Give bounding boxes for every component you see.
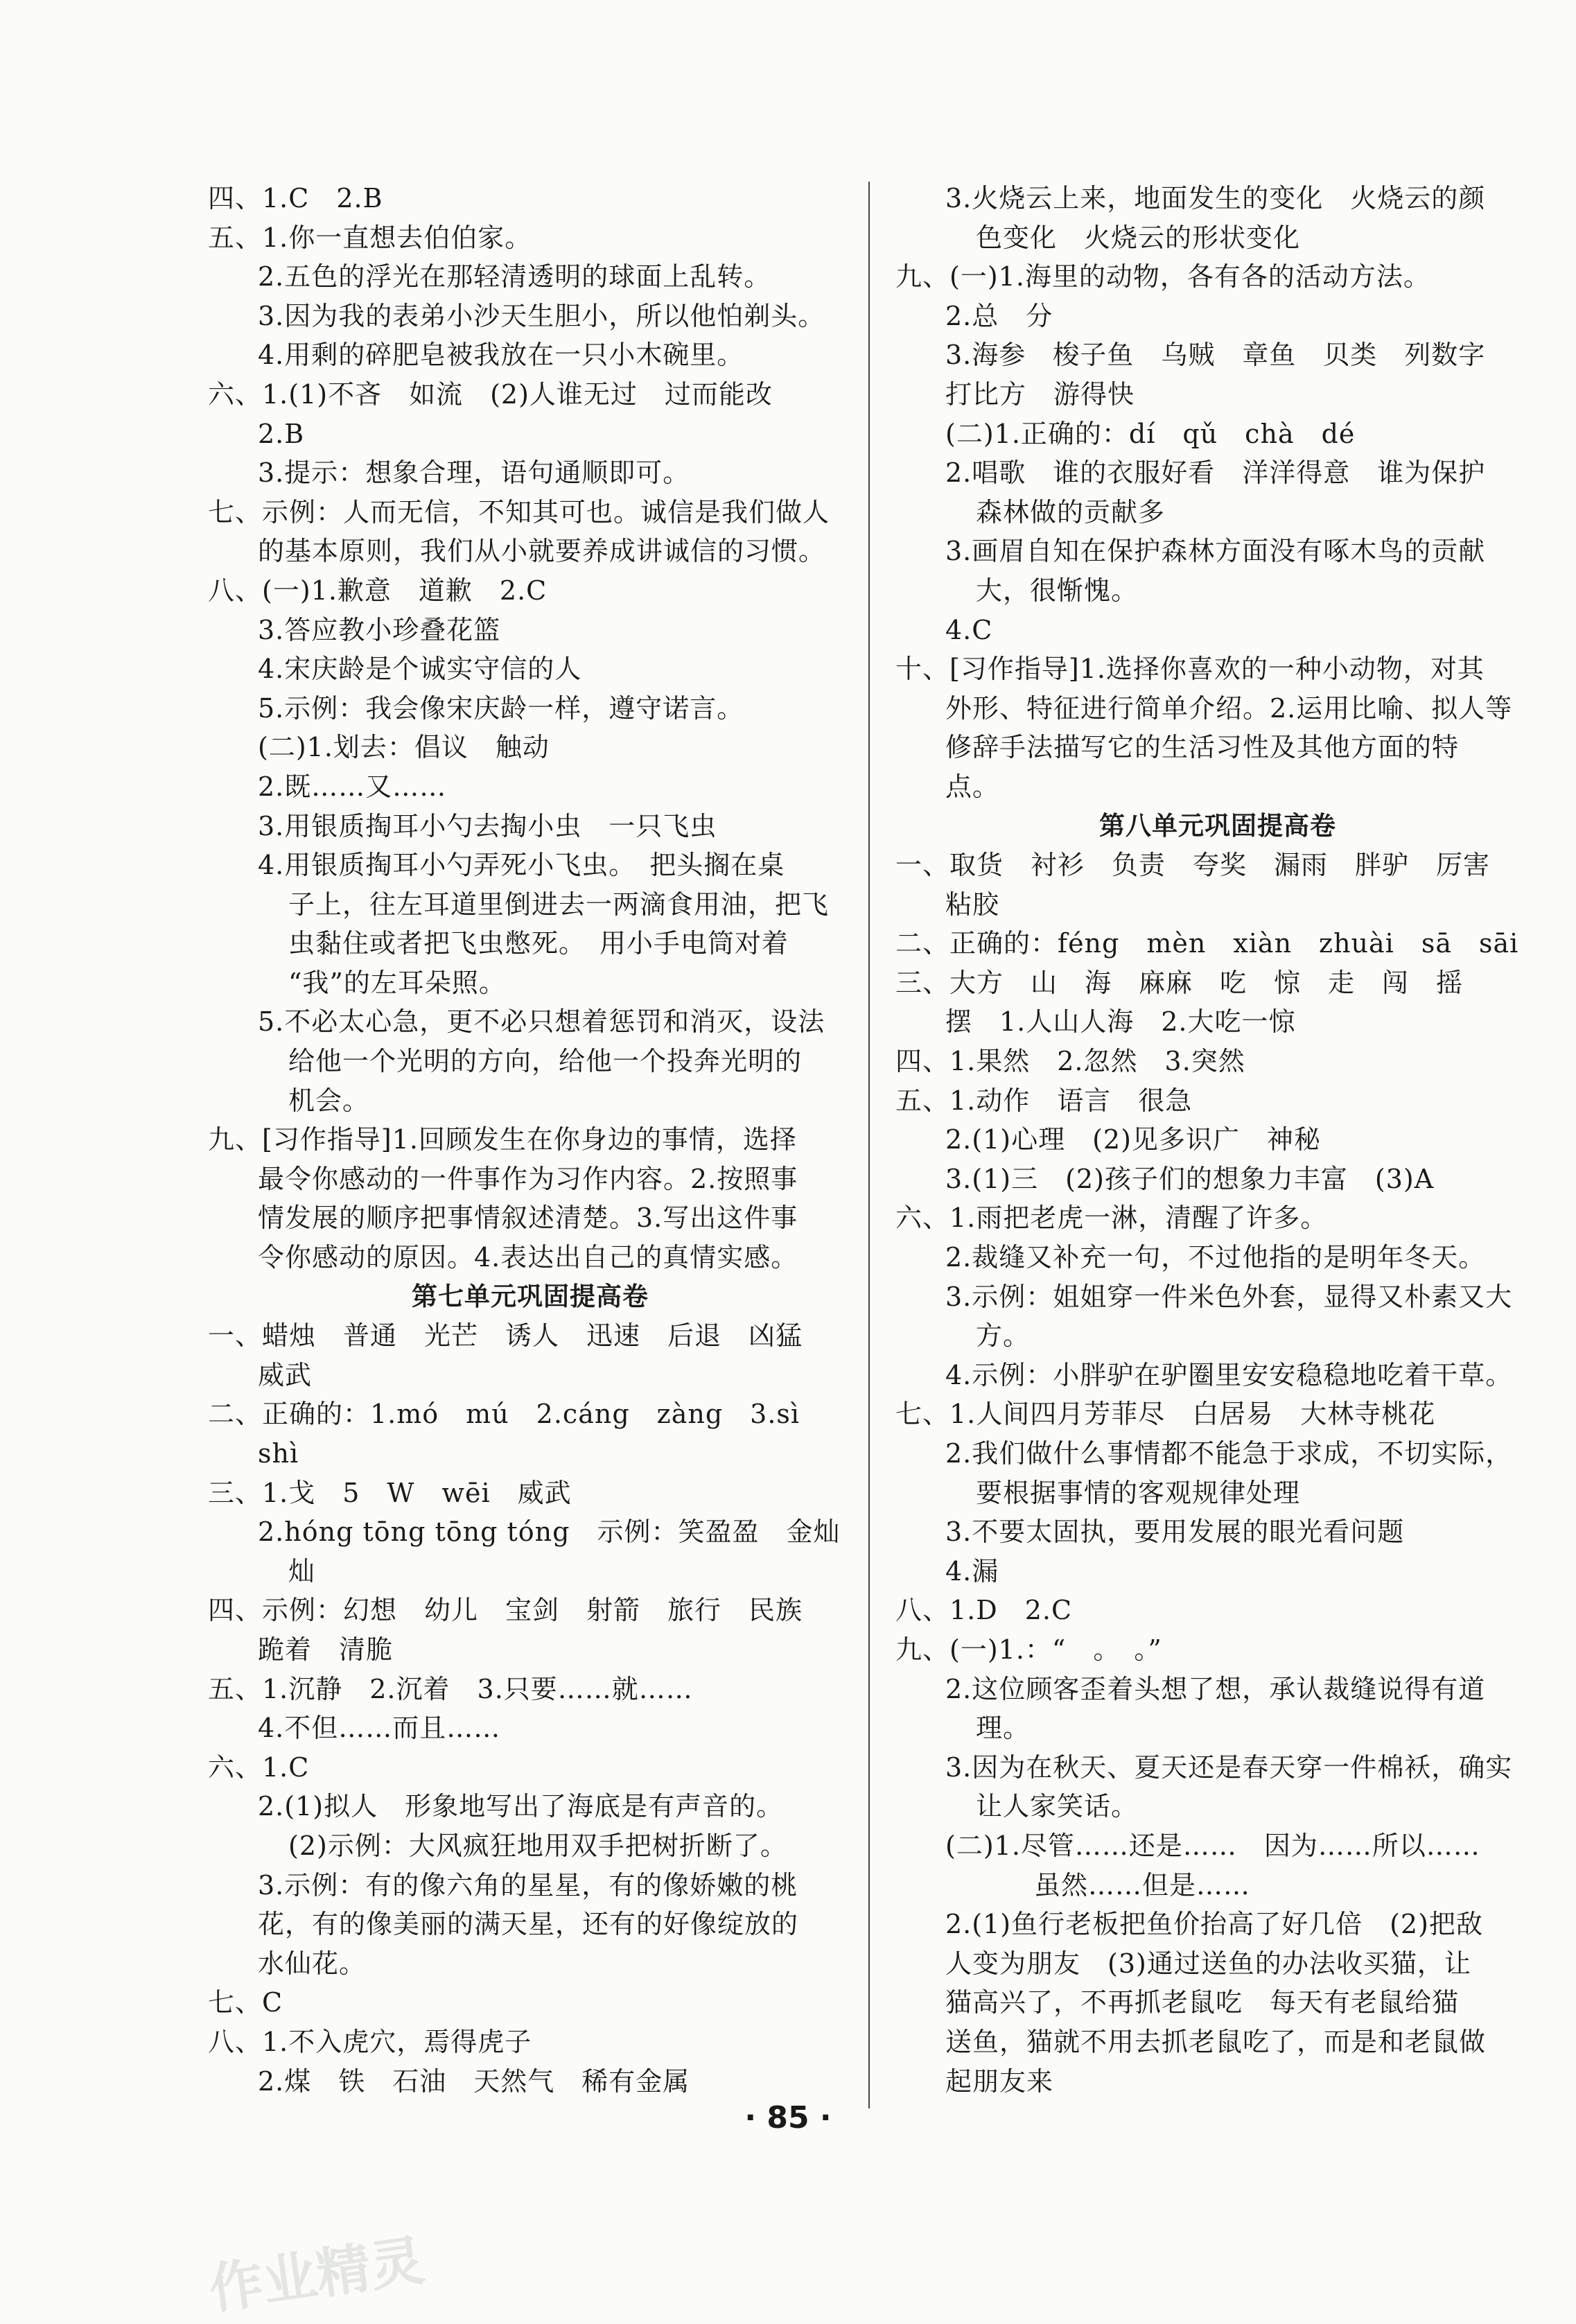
answer-line: 八、(一)1.歉意 道歉 2.C xyxy=(208,575,548,606)
answer-line: 4.示例：小胖驴在驴圈里安安稳稳地吃着干草。 xyxy=(945,1359,1513,1390)
answer-line: “我”的左耳朵照。 xyxy=(288,967,506,998)
answer-line: 威武 xyxy=(258,1359,313,1390)
answer-line: 森林做的贡献多 xyxy=(976,496,1166,527)
answer-line: 的基本原则，我们从小就要养成讲诚信的习惯。 xyxy=(258,536,826,567)
answer-line: 水仙花。 xyxy=(258,1948,367,1979)
answer-line: 5.不必太心急，更不必只想着惩罚和消灭，设法 xyxy=(258,1006,825,1038)
answer-line: 情发展的顺序把事情叙述清楚。3.写出这件事 xyxy=(258,1203,798,1234)
section-heading: 第七单元巩固提高卷 xyxy=(412,1281,649,1311)
answer-line: 九、(一)1.：“ 。 。” xyxy=(895,1634,1162,1665)
answer-line: 4.宋庆龄是个诚实守信的人 xyxy=(258,654,582,685)
right-column xyxy=(895,179,1540,2101)
answer-line: 二、正确的：1.mó mú 2.cáng zàng 3.sì xyxy=(208,1399,800,1430)
answer-line: 四、示例：幻想 幼儿 宝剑 射箭 旅行 民族 xyxy=(208,1595,803,1626)
section-heading: 第八单元巩固提高卷 xyxy=(1099,810,1336,841)
answer-line: 一、取货 衬衫 负责 夸奖 漏雨 胖驴 厉害 xyxy=(895,850,1491,881)
answer-line: 跪着 清脆 xyxy=(258,1634,394,1665)
answer-line: 2.唱歌 谁的衣服好看 洋洋得意 谁为保护 xyxy=(945,457,1486,489)
answer-line: 2.既……又…… xyxy=(258,771,447,802)
answer-line: 要根据事情的客观规律处理 xyxy=(976,1477,1301,1508)
answer-line: 六、1.C xyxy=(208,1751,310,1783)
answer-line: 3.海参 梭子鱼 乌贼 章鱼 贝类 列数字 xyxy=(945,340,1486,371)
answer-line: 给他一个光明的方向，给他一个投奔光明的 xyxy=(288,1046,803,1077)
answer-line: 六、1.雨把老虎一淋，清醒了许多。 xyxy=(895,1203,1328,1234)
answer-line: 五、1.动作 语言 很急 xyxy=(895,1085,1193,1116)
answer-line: 2.(1)拟人 形象地写出了海底是有声音的。 xyxy=(258,1791,784,1822)
answer-line: 八、1.D 2.C xyxy=(895,1595,1073,1626)
answer-line: 2.这位顾客歪着头想了想，承认裁缝说得有道 xyxy=(945,1673,1486,1704)
answer-line: 大，很惭愧。 xyxy=(976,575,1139,606)
answer-line: 七、示例：人而无信，不知其可也。诚信是我们做人 xyxy=(208,496,830,527)
answer-line: 3.(1)三 (2)孩子们的想象力丰富 (3)A xyxy=(945,1163,1435,1194)
answer-line: 灿 xyxy=(288,1555,316,1587)
answer-line: shì xyxy=(258,1438,299,1469)
answer-line: 虫黏住或者把飞虫憋死。 用小手电筒对着 xyxy=(288,928,789,959)
answer-line: 4.不但……而且…… xyxy=(258,1713,501,1744)
answer-line: 色变化 火烧云的形状变化 xyxy=(976,222,1301,253)
answer-line: 让人家笑话。 xyxy=(976,1791,1139,1822)
answer-line: 三、大方 山 海 麻麻 吃 惊 走 闯 摇 xyxy=(895,967,1464,998)
answer-line: 修辞手法描写它的生活习性及其他方面的特 xyxy=(945,732,1460,763)
watermark-text: 作业精灵 xyxy=(205,2229,428,2322)
answer-line: 七、C xyxy=(208,1987,283,2018)
answer-line: 令你感动的原因。4.表达出自己的真情实感。 xyxy=(258,1242,798,1273)
answer-line: 起朋友来 xyxy=(945,2065,1054,2097)
answer-line: 2.(1)心理 (2)见多识广 神秘 xyxy=(945,1124,1321,1155)
answer-line: 十、[习作指导]1.选择你喜欢的一种小动物，对其 xyxy=(895,654,1485,685)
answer-line: 粘胶 xyxy=(945,889,1000,920)
answer-line: (二)1.正确的：dí qǔ chà dé xyxy=(945,418,1356,449)
answer-line: 三、1.戈 5 W wēi 威武 xyxy=(208,1477,572,1508)
answer-line: 二、正确的：féng mèn xiàn zhuài sā sāi xyxy=(895,928,1519,959)
answer-line: 九、(一)1.海里的动物，各有各的活动方法。 xyxy=(895,261,1430,292)
answer-line: 外形、特征进行简单介绍。2.运用比喻、拟人等 xyxy=(945,692,1513,724)
answer-line: 4.用银质掏耳小勺弄死小飞虫。 把头搁在桌 xyxy=(258,850,785,881)
answer-line: 送鱼，猫就不用去抓老鼠吃了，而是和老鼠做 xyxy=(945,2026,1487,2057)
answer-line: 3.因为在秋天、夏天还是春天穿一件棉袄，确实 xyxy=(945,1751,1513,1783)
answer-line: 花，有的像美丽的满天星，还有的好像绽放的 xyxy=(258,1909,799,1940)
answer-line: 一、蜡烛 普通 光芒 诱人 迅速 后退 凶猛 xyxy=(208,1320,803,1352)
answer-line: 最令你感动的一件事作为习作内容。2.按照事 xyxy=(258,1163,798,1194)
answer-line: 3.示例：有的像六角的星星，有的像娇嫩的桃 xyxy=(258,1869,798,1901)
answer-line: 六、1.(1)不吝 如流 (2)人谁无过 过而能改 xyxy=(208,378,773,410)
answer-line: 2.裁缝又补充一句，不过他指的是明年冬天。 xyxy=(945,1242,1486,1273)
answer-line: 机会。 xyxy=(288,1085,370,1116)
answer-line: 五、1.沉静 2.沉着 3.只要……就…… xyxy=(208,1673,693,1704)
answer-line: 3.用银质掏耳小勺去掏小虫 一只飞虫 xyxy=(258,810,717,841)
answer-line: 八、1.不入虎穴，焉得虎子 xyxy=(208,2026,532,2057)
answer-line: 七、1.人间四月芳菲尽 白居易 大林寺桃花 xyxy=(895,1399,1436,1430)
answer-line: 理。 xyxy=(976,1713,1031,1744)
answer-line: 打比方 游得快 xyxy=(945,378,1135,410)
answer-line: 3.火烧云上来，地面发生的变化 火烧云的颜 xyxy=(945,183,1486,213)
answer-line: 3.示例：姐姐穿一件米色外套，显得又朴素又大 xyxy=(945,1281,1513,1312)
answer-line: 虽然……但是…… xyxy=(1034,1869,1251,1901)
answer-line: 九、[习作指导]1.回顾发生在你身边的事情，选择 xyxy=(208,1124,797,1155)
answer-line: 摆 1.人山人海 2.大吃一惊 xyxy=(945,1006,1296,1038)
answer-line: 3.提示：想象合理，语句通顺即可。 xyxy=(258,457,690,489)
answer-line: 2.(1)鱼行老板把鱼价抬高了好几倍 (2)把敌 xyxy=(945,1909,1483,1940)
answer-line: 2.总 分 xyxy=(945,300,1053,331)
answer-line: 人变为朋友 (3)通过送鱼的办法收买猫，让 xyxy=(945,1948,1471,1979)
answer-line: 3.不要太固执，要用发展的眼光看问题 xyxy=(945,1517,1405,1548)
answer-line: 四、1.果然 2.忽然 3.突然 xyxy=(895,1046,1245,1077)
answer-line: 2.我们做什么事情都不能急于求成，不切实际， xyxy=(945,1438,1513,1469)
answer-line: 点。 xyxy=(945,771,1000,802)
left-column xyxy=(208,179,852,2101)
answer-line: 2.B xyxy=(258,418,305,449)
column-divider xyxy=(868,182,870,2108)
answer-line: 五、1.你一直想去伯伯家。 xyxy=(208,222,532,253)
answer-line: 3.画眉自知在保护森林方面没有啄木鸟的贡献 xyxy=(945,536,1486,567)
answer-line: 3.答应教小珍叠花篮 xyxy=(258,614,501,645)
answer-line: 4.漏 xyxy=(945,1555,999,1587)
answer-line: 5.示例：我会像宋庆龄一样，遵守诺言。 xyxy=(258,692,744,724)
answer-line: 方。 xyxy=(976,1320,1031,1352)
answer-line: (二)1.划去：倡议 触动 xyxy=(258,732,550,763)
answer-line: 4.用剩的碎肥皂被我放在一只小木碗里。 xyxy=(258,340,744,371)
answer-line: 4.C xyxy=(945,614,993,645)
answer-line: 2.煤 铁 石油 天然气 稀有金属 xyxy=(258,2065,690,2097)
answer-line: 2.五色的浮光在那轻清透明的球面上乱转。 xyxy=(258,261,771,292)
answer-line: 子上，往左耳道里倒进去一两滴食用油，把飞 xyxy=(288,889,830,920)
answer-line: (2)示例：大风疯狂地用双手把树折断了。 xyxy=(288,1830,787,1861)
answer-line: 四、1.C 2.B xyxy=(208,183,383,213)
answer-line: 猫高兴了，不再抓老鼠吃 每天有老鼠给猫 xyxy=(945,1987,1460,2018)
page-number: · 85 · xyxy=(744,2100,832,2135)
answer-line: 2.hóng tōng tōng tóng 示例：笑盈盈 金灿 xyxy=(258,1517,841,1548)
answer-line: (二)1.尽管……还是…… 因为……所以…… xyxy=(945,1830,1480,1861)
answer-line: 3.因为我的表弟小沙天生胆小，所以他怕剃头。 xyxy=(258,300,825,331)
